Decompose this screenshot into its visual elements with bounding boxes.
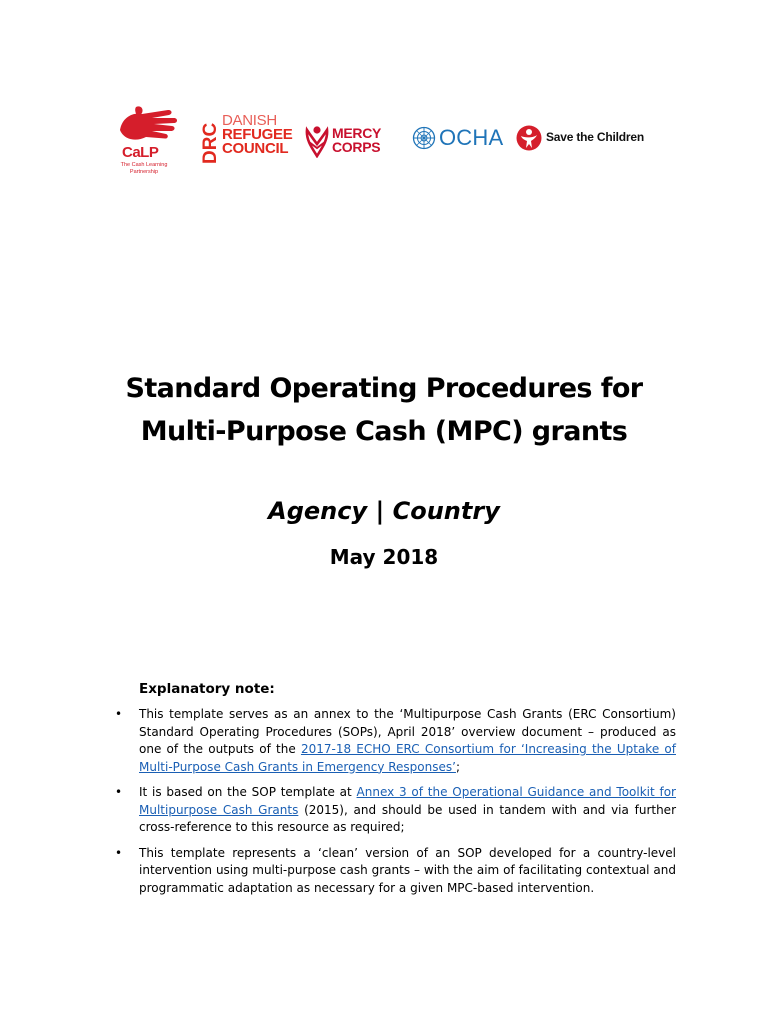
bullet-text: This template serves as an annex to the ‘Multipurpose Cash Grants (ERC Consortium) Standard Operating Procedures (SOPs), April 2018’ overview document – produced as one of the outputs of the xyxy=(139,707,676,756)
list-item xyxy=(110,706,676,776)
document-subtitle: Agency | Country xyxy=(268,497,500,525)
explanatory-note-list xyxy=(110,706,676,905)
partner-logos xyxy=(0,0,768,200)
save-the-children-logo xyxy=(516,124,656,154)
bullet-text-end: ; xyxy=(455,759,460,774)
bullet-icon: • xyxy=(115,845,123,860)
drc-line-3: COUNCIL xyxy=(222,140,289,157)
calp-logo xyxy=(110,104,190,184)
mercy-corps-wordmark xyxy=(332,126,381,154)
mercy-corps-line-2: CORPS xyxy=(332,139,381,155)
bullet-text-end: (2015), and should be used in tandem with and via further cross-reference to this resource as required; xyxy=(139,802,677,834)
title-line-1: Standard Operating Procedures for xyxy=(125,373,643,404)
title-line-2: Multi-Purpose Cash (MPC) grants xyxy=(140,416,628,447)
mercy-corps-logo xyxy=(302,118,402,163)
document-title xyxy=(0,367,768,453)
bullet-icon: • xyxy=(115,785,123,799)
drc-mark-text: DRC xyxy=(200,122,221,164)
bullet-text: It is based on the SOP template at xyxy=(139,785,357,799)
save-the-children-figure-icon xyxy=(516,125,542,151)
erc-consortium-link[interactable]: 2017-18 ECHO ERC Consortium for ‘Increasing the Uptake of Multi-Purpose Cash Grants in Emergency Responses’ xyxy=(139,742,676,774)
drc-name xyxy=(222,114,292,156)
ocha-logo xyxy=(412,124,512,154)
bullet-text: This template represents a ‘clean’ version of an SOP developed for a country-level intervention using multi-purpose cash grants – with the aim of facilitating contextual and programmatic adaptation as necessary for a given MPC-based intervention. xyxy=(139,845,676,895)
drc-line-1: DANISH xyxy=(222,112,277,129)
un-emblem-icon xyxy=(412,126,436,150)
mercy-corps-line-1: MERCY xyxy=(332,125,382,141)
save-the-children-wordmark: Save the Children xyxy=(546,130,644,144)
drc-logo xyxy=(200,106,295,166)
mercy-corps-figure-icon xyxy=(304,122,330,158)
explanatory-note-heading: Explanatory note: xyxy=(139,681,275,697)
operational-guidance-link[interactable]: Annex 3 of the Operational Guidance and Toolkit for Multipurpose Cash Grants xyxy=(139,785,676,817)
drc-line-2: REFUGEE xyxy=(222,126,293,143)
drc-vertical-letters xyxy=(200,116,222,166)
list-item xyxy=(110,784,676,837)
calp-tagline: The Cash Learning Partnership xyxy=(120,162,168,175)
list-item xyxy=(110,845,676,898)
document-date: May 2018 xyxy=(329,545,439,569)
calp-wordmark: CaLP xyxy=(122,144,159,161)
bullet-icon: • xyxy=(115,707,123,721)
hand-icon xyxy=(116,104,180,146)
ocha-wordmark: OCHA xyxy=(439,125,504,150)
drc-mark xyxy=(200,116,222,166)
